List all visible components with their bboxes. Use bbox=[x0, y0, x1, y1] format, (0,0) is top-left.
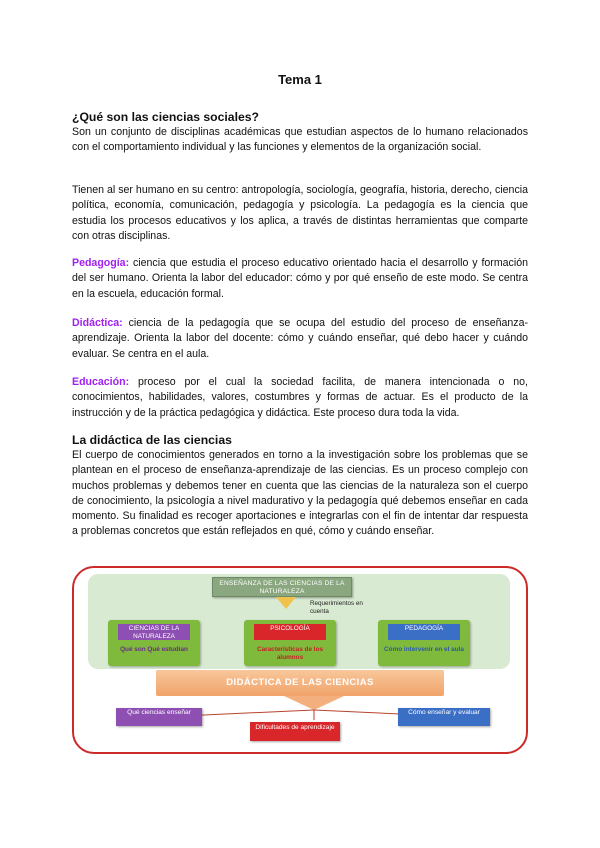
bottom-box-what: Qué ciencias enseñar bbox=[116, 708, 202, 726]
section-social-sciences bbox=[72, 110, 528, 156]
requirement-label: Requerimientos en cuenta bbox=[310, 600, 363, 615]
diagram-top-box: ENSEÑANZA DE LAS CIENCIAS DE LA NATURALEZA bbox=[212, 577, 352, 597]
bottom-box-how: Cómo enseñar y evaluar bbox=[398, 708, 490, 726]
definition-term: Didáctica: bbox=[72, 317, 123, 329]
paragraph: El cuerpo de conocimientos generados en torno a la investigación sobre los problemas que se plantean en el proceso de enseñanza-aprendizaje de las ciencias. Es un proceso complejo con muchos problemas y debemos tener en cuenta que las ciencias de la naturaleza son el cuerpo de conocimiento, la psicología a nivel madurativo y la pedagogía qué debemos enseñar en cada momento. Su finalidad es recoger aportaciones e integrarlas con el fin de intentar dar respuesta a problemas concretos que están reflejados en qué, cómo y cuándo enseñar. bbox=[72, 449, 528, 538]
panel-head: PEDAGOGÍA bbox=[388, 624, 460, 640]
definition-pedagogia bbox=[72, 256, 528, 302]
definition-text: ciencia de la pedagogía que se ocupa del estudio del proceso de enseñanza-aprendizaje. Orienta la labor del docente: cómo y cuándo enseñar, qué debo hacer y cuándo evaluar. Se centra en el aula. bbox=[72, 317, 528, 360]
section-heading: ¿Qué son las ciencias sociales? bbox=[72, 110, 259, 124]
paragraph: Son un conjunto de disciplinas académicas que estudian aspectos de lo humano relacionados con el comportamiento individual y las funciones y elementos de la organización social. bbox=[72, 126, 528, 154]
definition-term: Pedagogía: bbox=[72, 257, 130, 269]
panel-foot: Características de los alumnos bbox=[256, 646, 324, 661]
panel-head: CIENCIAS DE LA NATURALEZA bbox=[118, 624, 190, 640]
definition-didactica bbox=[72, 316, 528, 362]
definition-educacion bbox=[72, 375, 528, 421]
definition-text: proceso por el cual la sociedad facilita, de manera intencionada o no, conocimientos, habilidades, valores, costumbres y formas de actuar. Es el producto de la instrucción y de la práctica pedagógica y didáctica. Este proceso dura toda la vida. bbox=[72, 376, 528, 419]
page-title: Tema 1 bbox=[278, 72, 322, 87]
definition-term: Educación: bbox=[72, 376, 130, 388]
definition-text: ciencia que estudia el proceso educativo orientado hacia el desarrollo y formación del ser humano. Orienta la labor del educador: cómo y por qué enseño de este modo. Se centra en la escuela, educación formal. bbox=[72, 257, 528, 300]
panel-head: PSICOLOGÍA bbox=[254, 624, 326, 640]
section-heading: La didáctica de las ciencias bbox=[72, 433, 232, 447]
paragraph: Tienen al ser humano en su centro: antropología, sociología, geografía, historia, derecho, ciencia política, economía, comunicación, pedagogía y psicología. La pedagogía es la ciencia que estudia los procesos educativos y los aplica, a través de distintas herramientas que comparte con otras disciplinas. bbox=[72, 184, 528, 242]
didactics-banner: DIDÁCTICA DE LAS CIENCIAS bbox=[156, 670, 444, 696]
didactics-diagram bbox=[72, 566, 528, 754]
bottom-box-difficulties: Dificultades de aprendizaje bbox=[250, 722, 340, 741]
section-didactica-ciencias bbox=[72, 433, 528, 540]
panel-foot: Cómo intervenir en el aula bbox=[384, 646, 464, 653]
panel-foot: Qué son Qué estudian bbox=[120, 646, 188, 653]
paragraph-block bbox=[72, 183, 528, 244]
